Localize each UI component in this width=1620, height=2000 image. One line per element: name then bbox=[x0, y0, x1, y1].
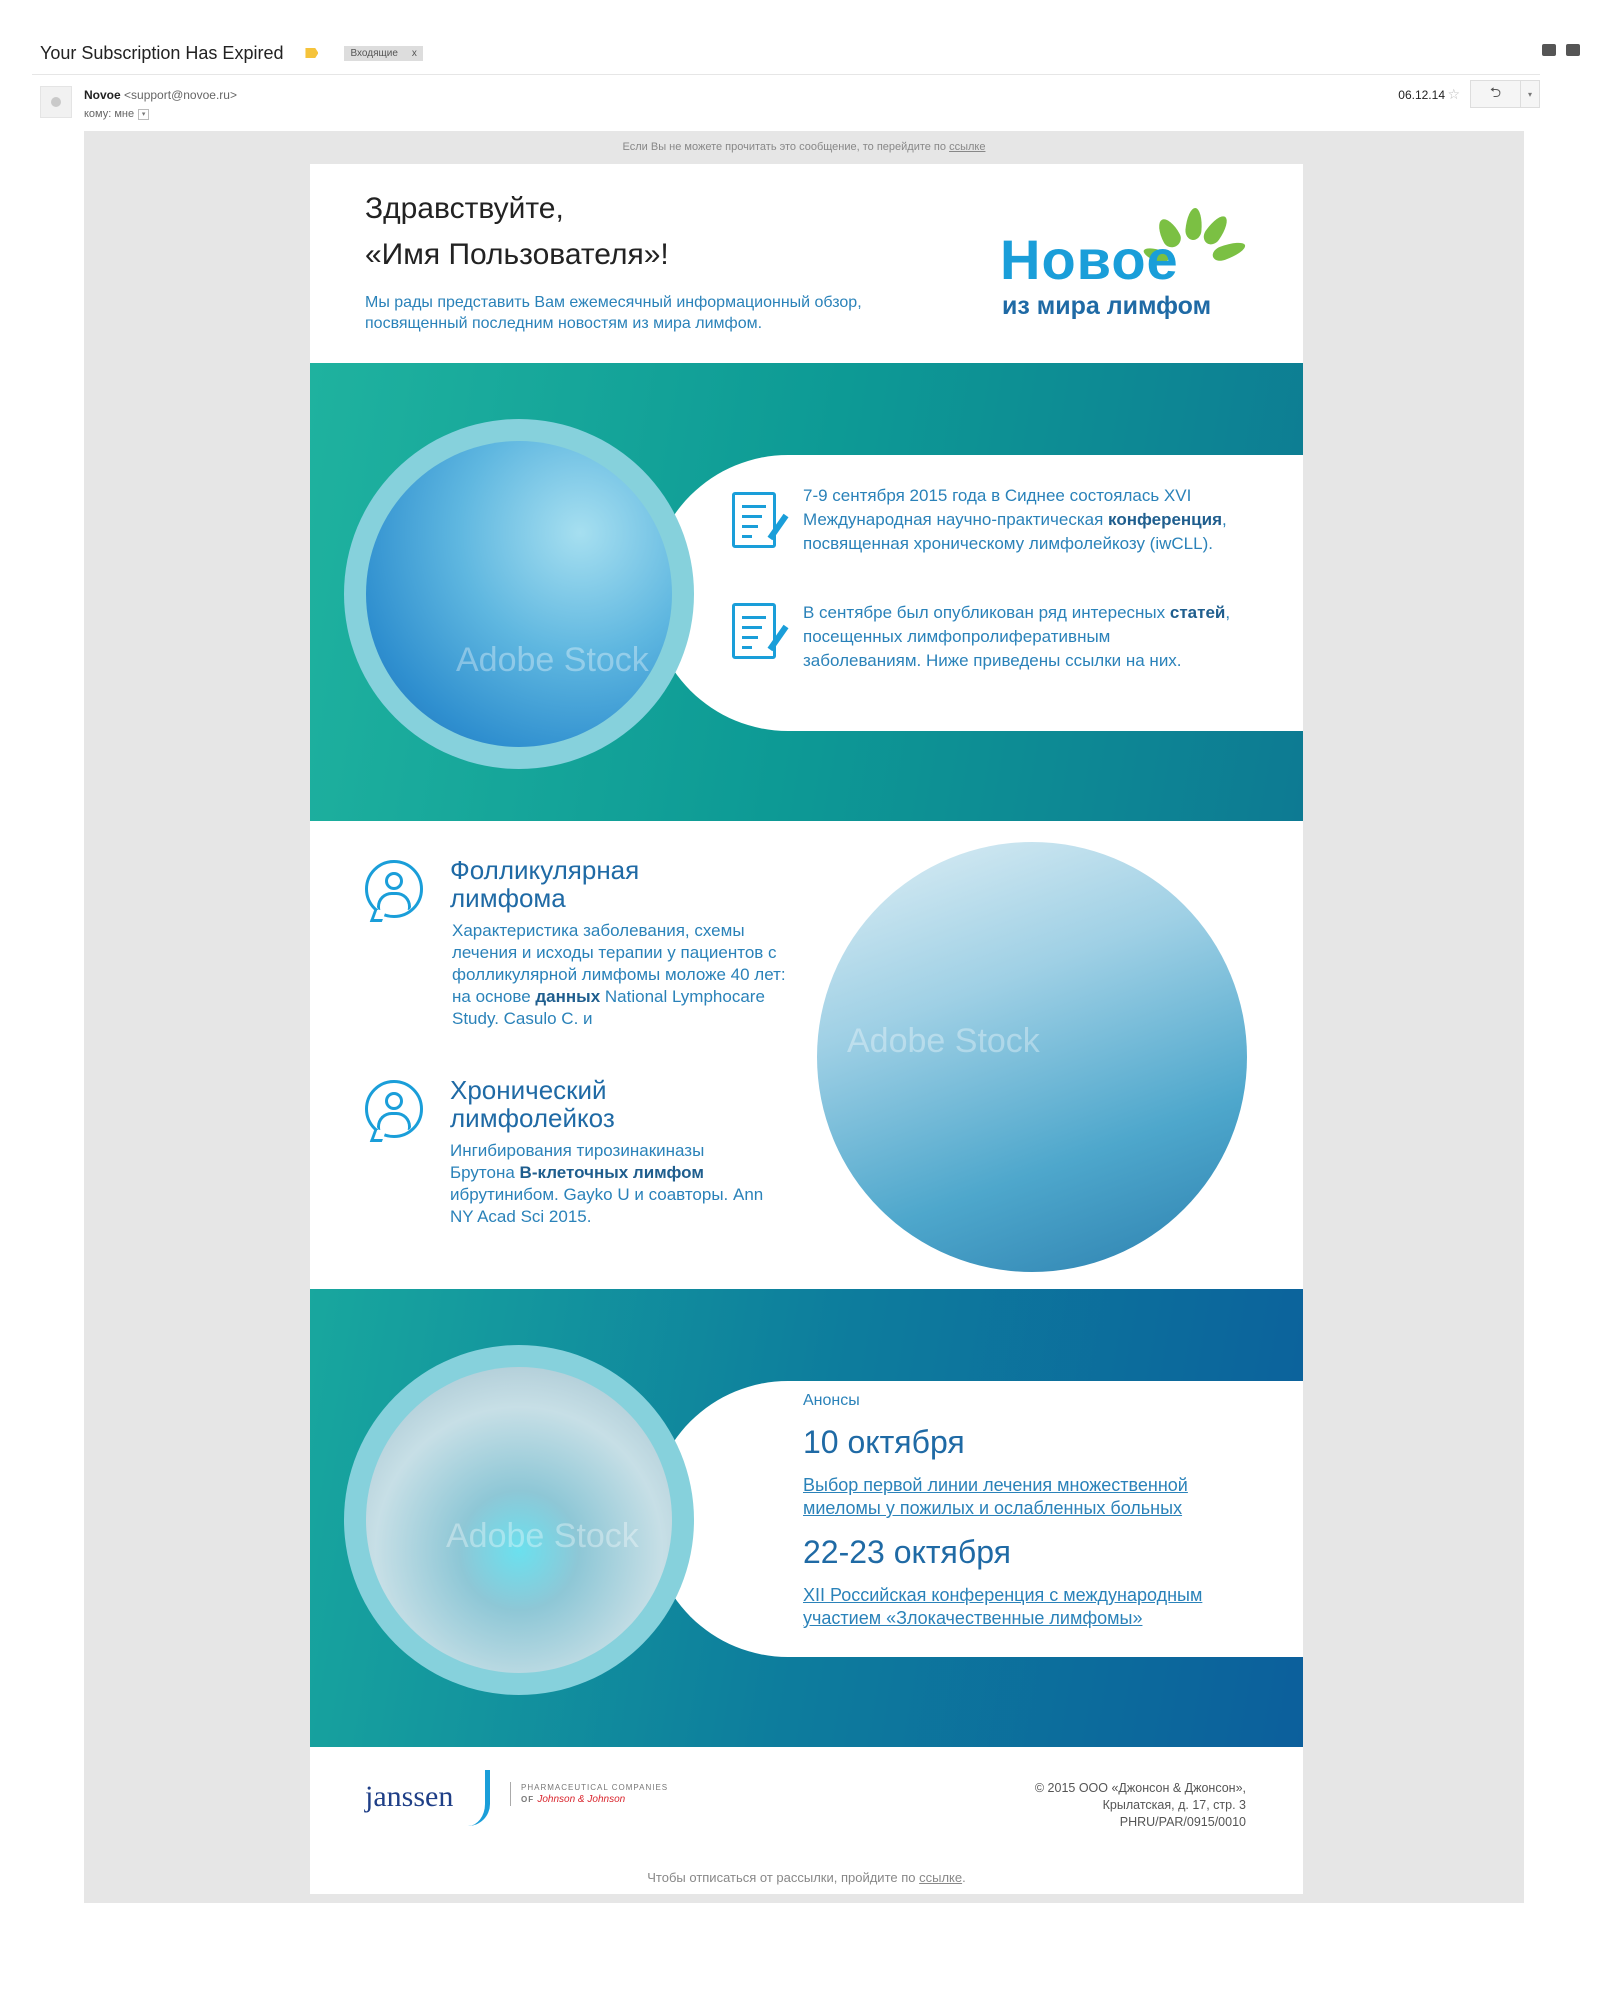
email-body bbox=[84, 131, 1524, 1903]
topic-1-text: Характеристика заболевания, схемы лечения и исходы терапии у пациентов с фолликулярной лимфомы моложе 40 лет: на основе bbox=[452, 921, 786, 1006]
print-icon[interactable] bbox=[1542, 44, 1556, 56]
announcement-1-date: 10 октября bbox=[803, 1424, 965, 1460]
pharma-of: OF bbox=[521, 1795, 535, 1804]
newsletter-card bbox=[310, 164, 1303, 1894]
to-line: кому: мне bbox=[84, 108, 135, 120]
topic-2-title: Хронический лимфолейкоз bbox=[450, 1075, 615, 1133]
news-2-link[interactable]: статей bbox=[1169, 603, 1226, 622]
johnson-logo: Johnson & Johnson bbox=[537, 1794, 626, 1805]
topic-2-link[interactable]: B-клеточных лимфом bbox=[519, 1163, 704, 1182]
logo-subtitle: из мира лимфом bbox=[1002, 292, 1212, 320]
copyright-line-3: PHRU/PAR/0915/0010 bbox=[1119, 1815, 1246, 1829]
preheader-text: Если Вы не можете прочитать это сообщение, то перейдите по bbox=[622, 141, 950, 153]
leaf-icon bbox=[1200, 212, 1231, 247]
topic-2-body bbox=[450, 1140, 770, 1228]
stock-watermark: Adobe Stock bbox=[456, 641, 649, 679]
doctor-icon bbox=[365, 1080, 423, 1138]
sender-avatar bbox=[40, 86, 72, 118]
topic-2-text: Ингибирования тирозинакиназы Брутона bbox=[450, 1141, 705, 1182]
stock-watermark: Adobe Stock bbox=[847, 1022, 1040, 1060]
greeting-line-1: Здравствуйте, bbox=[365, 192, 564, 225]
topic-1-link[interactable]: данных bbox=[535, 987, 601, 1006]
doctor-photo-frame bbox=[344, 419, 694, 769]
inbox-label-chip[interactable] bbox=[344, 46, 422, 61]
preheader-link[interactable]: ссылке bbox=[949, 141, 986, 153]
unsubscribe-end: . bbox=[962, 1870, 966, 1885]
leaf-icon bbox=[1185, 207, 1204, 240]
email-date: 06.12.14 bbox=[1398, 88, 1445, 102]
inbox-label-text: Входящие bbox=[350, 47, 398, 59]
email-subject: Your Subscription Has Expired bbox=[40, 42, 284, 63]
news-1-link[interactable]: конференция bbox=[1108, 510, 1223, 529]
topic-1-body bbox=[452, 920, 802, 1030]
globe-photo bbox=[366, 1367, 672, 1673]
unsubscribe-text: Чтобы отписаться от рассылки, пройдите по bbox=[647, 1870, 920, 1885]
doctor-icon bbox=[365, 860, 423, 918]
remove-label-icon[interactable]: x bbox=[411, 47, 417, 59]
unsubscribe-link[interactable]: ссылке bbox=[919, 1870, 963, 1885]
lab-photo bbox=[817, 842, 1247, 1272]
news-item-1 bbox=[803, 484, 1243, 556]
preheader bbox=[84, 141, 1524, 153]
announcement-1-link[interactable]: Выбор первой линии лечения множественной миеломы у пожилых и ослабленных больных bbox=[803, 1475, 1188, 1518]
top-actions bbox=[1542, 44, 1580, 56]
news-2-text: В сентябре был опубликован ряд интересных bbox=[803, 603, 1170, 622]
news-item-2 bbox=[803, 601, 1233, 673]
announcement-2-link[interactable]: XII Российская конференция с международным участием «Злокачественные лимфомы» bbox=[803, 1585, 1203, 1628]
news-2-text-end: , посещенных лимфопролиферативным заболеваниям. Ниже приведены ссылки на них. bbox=[803, 603, 1231, 670]
announcements-label: Анонсы bbox=[803, 1392, 860, 1409]
topic-1-title: Фолликулярная лимфома bbox=[450, 855, 640, 913]
globe-photo-frame bbox=[344, 1345, 694, 1695]
unsubscribe bbox=[310, 1870, 1303, 1885]
more-actions-icon[interactable]: ▾ bbox=[1527, 89, 1532, 99]
document-icon bbox=[732, 492, 776, 548]
news-band bbox=[310, 363, 1303, 821]
sender-email: <support@novoe.ru> bbox=[124, 88, 237, 102]
recipient-details-dropdown-icon[interactable]: ▾ bbox=[138, 109, 149, 120]
pharma-line-2 bbox=[521, 1794, 668, 1806]
novoe-logo bbox=[1000, 202, 1260, 332]
stock-watermark: Adobe Stock bbox=[446, 1517, 639, 1555]
pharma-companies bbox=[510, 1782, 668, 1806]
greeting bbox=[365, 186, 669, 278]
copyright-line-2: Крылатская, д. 17, стр. 3 bbox=[1102, 1798, 1246, 1812]
greeting-line-2: «Имя Пользователя»! bbox=[365, 238, 669, 271]
label-tag-icon[interactable] bbox=[305, 48, 318, 58]
news-1-text-end: , посвященная хроническому лимфолейкозу (iwCLL). bbox=[803, 510, 1227, 553]
copyright bbox=[1035, 1780, 1246, 1831]
intro-text: Мы рады представить Вам ежемесячный информационный обзор, посвященный последним новостям из мира лимфом. bbox=[365, 294, 862, 332]
topic-1-text-end: National Lymphocare Study. Casulo C. и bbox=[452, 987, 765, 1028]
reply-button-group bbox=[1470, 80, 1540, 108]
reply-icon[interactable]: ⮌ bbox=[1471, 81, 1521, 107]
sender-row bbox=[40, 86, 1540, 126]
doctor-photo bbox=[366, 441, 672, 747]
star-icon[interactable]: ☆ bbox=[1447, 86, 1460, 102]
sender bbox=[84, 88, 237, 102]
janssen-mark-icon bbox=[460, 1770, 490, 1826]
sender-name: Novoe bbox=[84, 88, 121, 102]
topic-2-text-end: ибрутинибом. Gayko U и соавторы. Ann NY Acad Sci 2015. bbox=[450, 1185, 764, 1226]
janssen-logo: janssen bbox=[365, 1780, 454, 1813]
avatar-person-icon bbox=[51, 97, 61, 107]
document-icon bbox=[732, 603, 776, 659]
announcement-2-date: 22-23 октября bbox=[803, 1534, 1011, 1570]
pharma-line-1: PHARMACEUTICAL COMPANIES bbox=[521, 1783, 669, 1792]
logo-word: Новое bbox=[1000, 228, 1179, 291]
header-divider bbox=[32, 74, 1540, 75]
new-window-icon[interactable] bbox=[1566, 44, 1580, 56]
recipients bbox=[84, 108, 149, 120]
subject-row bbox=[40, 38, 1580, 68]
copyright-line-1: © 2015 ООО «Джонсон & Джонсон», bbox=[1034, 1781, 1246, 1795]
news-1-text: 7-9 сентября 2015 года в Сиднее состоялась XVI Международная научно-практическая bbox=[803, 486, 1192, 529]
